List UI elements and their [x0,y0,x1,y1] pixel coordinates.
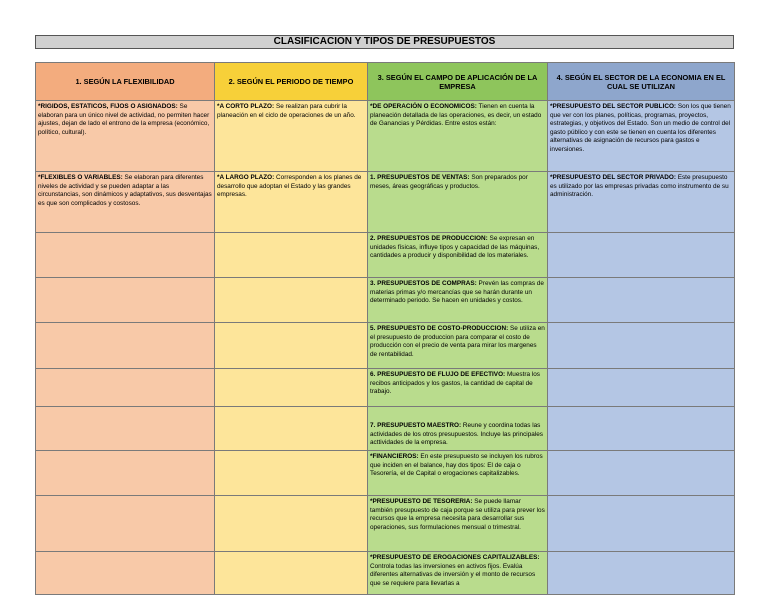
table-cell [368,323,548,369]
cell-heading: *PRESUPUESTO DEL SECTOR PRIVADO: [550,174,676,181]
cell-text: Controla todas las inversiones en activos fijos. Evalúa diferentes alternativas de inversión y el monto de recursos que se requiere para llevarlas a [370,562,536,587]
table-row [36,552,735,595]
cell-heading: 1. PRESUPUESTOS DE VENTAS: [370,174,470,181]
table-row [36,278,735,323]
cell-text: Reune y coordina todas las actividades de los otros presupuestos. Incluye las principales acttividades de la empresa. [370,422,543,447]
table-row [36,369,735,407]
empty-cell [215,552,368,595]
empty-cell [548,369,735,407]
cell-heading: 3. PRESUPUESTOS DE COMPRAS: [370,280,477,287]
cell-heading: *FLEXIBLES O VARIABLES: [38,174,123,181]
cell-text: Prevén las compras de materias primas y/o mercancías que se harán durante un determinado periodo. Se hacen en unidades y costos. [370,280,544,305]
empty-cell [36,369,215,407]
cell-text: Se elaboran para un único nivel de actividad, no permiten hacer ajustes, dejan de lado el entrono de la empresa (económico, político, cultural). [38,103,210,136]
empty-cell [548,552,735,595]
cell-heading: 2. PRESUPUESTOS DE PRODUCCION: [370,235,488,242]
cell-text: Son los que tienen que ver con los planes, políticas, programas, proyectos, estrategias, y objetivos del Estado. Son un medio de control del gasto público y con este se tienen en cuenta los diferentes alternativas de asignación de recursos para gastos e inversiones. [550,103,731,153]
table-cell [368,172,548,233]
table-cell [368,278,548,323]
empty-cell [215,233,368,278]
empty-cell [215,496,368,552]
cell-text: Se realizan para cubrir la planeación en el ciclo de operaciones de un año. [217,103,356,119]
cell-heading: *PRESUPUESTO DE TESORERIA: [370,498,473,505]
empty-cell [36,323,215,369]
empty-cell [215,369,368,407]
cell-heading: *DE OPERACIÓN O ECONOMICOS: [370,103,477,110]
table-cell [368,552,548,595]
empty-cell [36,496,215,552]
empty-cell [36,552,215,595]
cell-heading: *FINANCIEROS: [370,453,419,460]
empty-cell [36,451,215,496]
table-cell [215,172,368,233]
header-row [36,63,735,101]
cell-heading: *RIGIDOS, ESTATICOS, FIJOS O ASIGNADOS: [38,103,178,110]
header-application-field: 3. SEGÚN EL CAMPO DE APLICACIÓN DE LA EMPRESA [368,63,548,101]
empty-cell [548,407,735,451]
cell-text: Tienen en cuenta la planeación detallada de las operaciones, es decir, un estado de Ganancias y Pérdidas. Entre estos están: [370,103,542,128]
empty-cell [215,407,368,451]
table-cell [36,101,215,172]
cell-text: Muestra los recibos anticipados y los gastos, la cantidad de capital de trabajo. [370,371,540,396]
table-cell [548,101,735,172]
empty-cell [548,451,735,496]
budget-classification-table [35,62,735,595]
cell-heading: 5. PRESUPUESTO DE COSTO-PRODUCCION: [370,325,509,332]
cell-text: Se expresan en unidades físicas, influye tipos y capacidad de las máquinas, cantidades a producir y disponibilidad de los materiales. [370,235,540,260]
table-row [36,407,735,451]
empty-cell [548,496,735,552]
cell-heading: 7. PRESUPUESTO MAESTRO: [370,422,462,430]
table-cell [368,233,548,278]
table-cell [368,407,548,451]
table-row [36,172,735,233]
table-row [36,496,735,552]
cell-heading: *A LARGO PLAZO: [217,174,275,181]
table-cell [368,496,548,552]
table-row [36,101,735,172]
empty-cell [215,323,368,369]
table-cell [368,451,548,496]
table-row [36,233,735,278]
cell-text: En este presupuesto se incluyen los rubros que inciden en el balance, hay dos tipos: El de caja o Tesorería, el de Capital o erogaciones capitalizables. [370,453,543,478]
table-cell [215,101,368,172]
table-cell [368,369,548,407]
empty-cell [548,233,735,278]
cell-text: Este presupuesto es utilizado por las empresas privadas como instrumento de su administración. [550,174,729,199]
cell-heading: 6. PRESUPUESTO DE FLUJO DE EFECTIVO: [370,371,506,378]
table-row [36,451,735,496]
header-economic-sector: 4. SEGÚN EL SECTOR DE LA ECONOMIA EN EL CUAL SE UTILIZAN [548,63,735,101]
table-row [36,323,735,369]
header-time-period: 2. SEGÚN EL PERIODO DE TIEMPO [215,63,368,101]
empty-cell [548,278,735,323]
cell-text: Se utiliza en el presupuesto de produccion para comparar el costo de producción con el precio de venta para mirar los margenes de rentabilidad. [370,325,545,358]
cell-text: Se puede llamar también presupuesto de caja porque se utiliza para prever los recursos que la empresa necesita para desarrollar sus operaciones, sus formulaciones mensual o trimestral. [370,498,545,531]
empty-cell [36,233,215,278]
header-flexibility: 1. SEGÚN LA FLEXIBILIDAD [36,63,215,101]
cell-text: Corresponden a los planes de desarrollo que adoptan el Estado y las grandes empresas. [217,174,362,199]
cell-heading: *PRESUPUESTO DEL SECTOR PUBLICO: [550,103,677,110]
cell-text: Se elaboran para diferentes niveles de actividad y se pueden adaptar a las circunstancias, son dinámicos y adaptativos, sus desventajas es que son complicados y costosos. [38,174,212,207]
table-cell [548,172,735,233]
empty-cell [36,407,215,451]
cell-heading: *PRESUPUESTO DE EROGACIONES CAPITALIZABLES: [370,554,540,561]
empty-cell [215,451,368,496]
empty-cell [215,278,368,323]
cell-text: Son preparados por meses, áreas geográficas y productos. [370,174,528,190]
page-title: CLASIFICACION Y TIPOS DE PRESUPUESTOS [35,35,734,49]
empty-cell [36,278,215,323]
cell-heading: *A CORTO PLAZO: [217,103,275,110]
empty-cell [548,323,735,369]
table-cell [36,172,215,233]
table-cell [368,101,548,172]
